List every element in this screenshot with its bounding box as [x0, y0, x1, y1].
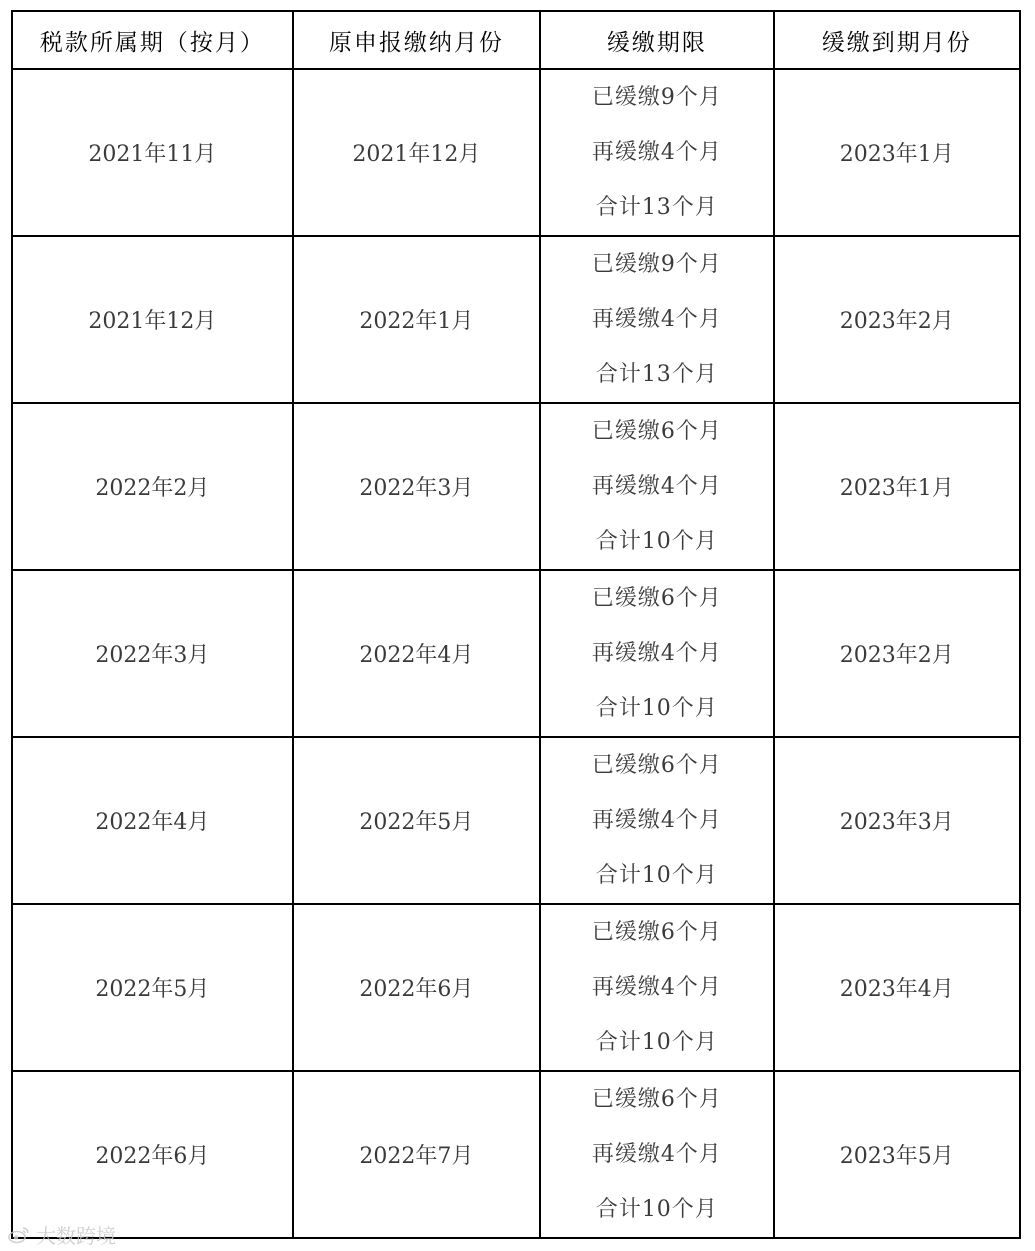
- cell-original-filing-month: 2022年1月: [293, 236, 540, 403]
- tax-deferral-table: [11, 10, 1021, 1239]
- header-deferral-period: 缓缴期限: [540, 11, 773, 69]
- cell-tax-period: 2022年4月: [12, 737, 293, 904]
- cell-deferral-period: [540, 570, 773, 737]
- cell-deferral-period: [540, 69, 773, 236]
- deferral-additional: 再缓缴4个月: [591, 307, 722, 332]
- cell-tax-period: 2022年5月: [12, 904, 293, 1071]
- deferral-total: 合计10个月: [595, 863, 718, 888]
- cell-deferral-period: [540, 1071, 773, 1238]
- deferral-total: 合计10个月: [595, 529, 718, 554]
- deferral-total: 合计10个月: [595, 1197, 718, 1222]
- table-row: [12, 904, 1020, 1071]
- deferral-already: 已缓缴6个月: [591, 1087, 722, 1112]
- cell-tax-period: 2021年12月: [12, 236, 293, 403]
- deferral-total: 合计13个月: [595, 195, 718, 220]
- table-row: [12, 69, 1020, 236]
- deferral-additional: 再缓缴4个月: [591, 641, 722, 666]
- table-row: [12, 236, 1020, 403]
- weibo-logo-icon: [8, 1226, 30, 1244]
- cell-original-filing-month: 2022年7月: [293, 1071, 540, 1238]
- watermark: [8, 1220, 116, 1249]
- cell-deferral-period: [540, 403, 773, 570]
- cell-due-month: 2023年1月: [774, 403, 1021, 570]
- deferral-additional: 再缓缴4个月: [591, 474, 722, 499]
- deferral-already: 已缓缴6个月: [591, 419, 722, 444]
- watermark-text: 大数跨境: [36, 1224, 116, 1248]
- cell-due-month: 2023年3月: [774, 737, 1021, 904]
- cell-tax-period: 2022年3月: [12, 570, 293, 737]
- header-due-month: 缓缴到期月份: [774, 11, 1021, 69]
- table-row: [12, 403, 1020, 570]
- cell-original-filing-month: 2022年3月: [293, 403, 540, 570]
- cell-due-month: 2023年2月: [774, 236, 1021, 403]
- deferral-already: 已缓缴9个月: [591, 85, 722, 110]
- table-row: [12, 570, 1020, 737]
- cell-tax-period: 2022年6月: [12, 1071, 293, 1238]
- deferral-additional: 再缓缴4个月: [591, 808, 722, 833]
- deferral-total: 合计10个月: [595, 1030, 718, 1055]
- cell-original-filing-month: 2022年6月: [293, 904, 540, 1071]
- table-row: [12, 737, 1020, 904]
- deferral-already: 已缓缴6个月: [591, 920, 722, 945]
- cell-due-month: 2023年2月: [774, 570, 1021, 737]
- deferral-already: 已缓缴9个月: [591, 252, 722, 277]
- deferral-total: 合计13个月: [595, 362, 718, 387]
- deferral-additional: 再缓缴4个月: [591, 975, 722, 1000]
- header-tax-period: 税款所属期（按月）: [12, 11, 293, 69]
- deferral-additional: 再缓缴4个月: [591, 140, 722, 165]
- cell-due-month: 2023年5月: [774, 1071, 1021, 1238]
- deferral-total: 合计10个月: [595, 696, 718, 721]
- deferral-already: 已缓缴6个月: [591, 753, 722, 778]
- cell-original-filing-month: 2022年5月: [293, 737, 540, 904]
- cell-deferral-period: [540, 236, 773, 403]
- cell-original-filing-month: 2022年4月: [293, 570, 540, 737]
- cell-deferral-period: [540, 904, 773, 1071]
- cell-due-month: 2023年1月: [774, 69, 1021, 236]
- cell-original-filing-month: 2021年12月: [293, 69, 540, 236]
- table-header-row: [12, 11, 1020, 69]
- cell-tax-period: 2021年11月: [12, 69, 293, 236]
- cell-tax-period: 2022年2月: [12, 403, 293, 570]
- deferral-already: 已缓缴6个月: [591, 586, 722, 611]
- deferral-additional: 再缓缴4个月: [591, 1142, 722, 1167]
- cell-due-month: 2023年4月: [774, 904, 1021, 1071]
- header-original-filing-month: 原申报缴纳月份: [293, 11, 540, 69]
- table-row: [12, 1071, 1020, 1238]
- cell-deferral-period: [540, 737, 773, 904]
